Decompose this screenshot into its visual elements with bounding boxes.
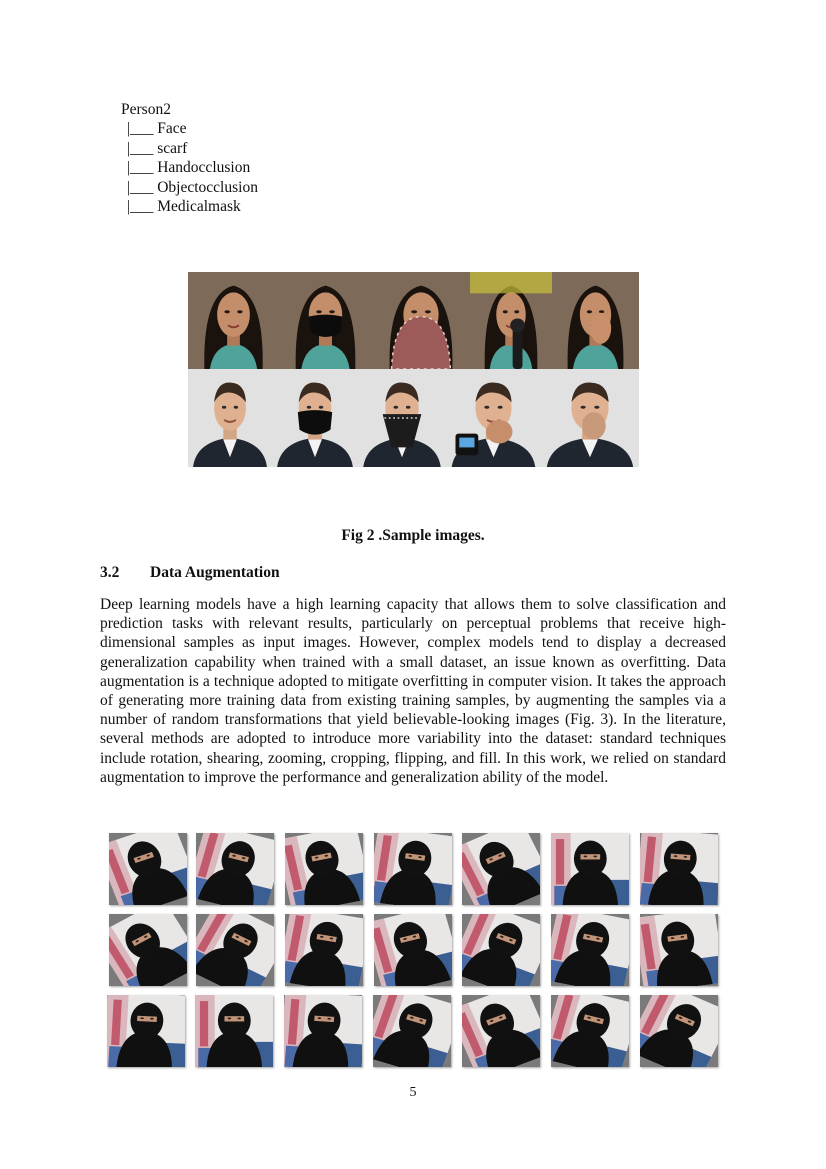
tree-item-label: scarf [157, 139, 188, 157]
augmented-veiled-person-photo [107, 995, 185, 1067]
tree-branch-prefix: |___ [127, 198, 158, 216]
augmented-veiled-person-photo [374, 833, 452, 905]
woman-hand-occlusion-photo [552, 272, 639, 369]
tree-item-scarf [121, 139, 258, 158]
tree-item-label: Medicalmask [157, 198, 241, 216]
sample-row-man [188, 369, 639, 467]
augmented-veiled-person-photo [640, 995, 718, 1067]
augmented-veiled-person-photo [285, 833, 363, 905]
tree-branch-prefix: |___ [127, 159, 158, 177]
augmented-veiled-person-photo [109, 833, 187, 905]
tree-root: Person2 [121, 101, 171, 118]
data-augmentation-paragraph: Deep learning models have a high learning capacity that allows them to solve classification and prediction tasks with relevant results, particularly on perceptual problems that receive high-dimensional samples as input images. However, complex models tend to display a decreased generalization capability when trained with a small dataset, an issue known as overfitting. Data augmentation is a technique adopted to mitigate overfitting in computer vision. It takes the approach of generating more training data from existing training samples, by augmenting the samples via a number of random transformations that yield believable-looking images (Fig. 3). In the literature, several methods are adopted to introduce more variability into the dataset: standard techniques include rotation, shearing, zooming, cropping, flipping, and fill. In this work, we relied on standard augmentation to improve the performance and generalization ability of the model. [100, 596, 726, 786]
augmented-veiled-person-photo [374, 914, 452, 986]
tree-item-face [121, 119, 258, 138]
tree-item-medicalmask [121, 197, 258, 216]
tree-branch-prefix: |___ [127, 120, 158, 138]
section-title: Data Augmentation [150, 564, 280, 581]
tree-item-label: Handocclusion [157, 159, 251, 177]
woman-object-occlusion-photo [470, 272, 552, 369]
tree-item-label: Objectocclusion [157, 178, 258, 196]
figure-2-caption: Fig 2 .Sample images. [341, 527, 485, 544]
augmented-veiled-person-photo [109, 914, 187, 986]
augmented-veiled-person-photo [640, 914, 718, 986]
augmented-veiled-person-photo [551, 995, 629, 1067]
sample-row-woman [188, 272, 639, 369]
augmented-veiled-person-photo [462, 833, 540, 905]
man-scarf-photo [358, 369, 446, 467]
man-medical-mask-photo [272, 369, 358, 467]
augmented-veiled-person-photo [462, 995, 540, 1067]
section-number: 3.2 [100, 564, 120, 581]
tree-item-label: Face [157, 120, 187, 138]
woman-medical-mask-photo [279, 272, 372, 369]
augmented-veiled-person-photo [551, 833, 629, 905]
augmented-veiled-person-photo [285, 914, 363, 986]
tree-branch-prefix: |___ [127, 178, 158, 196]
tree-item-objectocclusion [121, 178, 258, 197]
man-face-photo [188, 369, 272, 467]
augmented-veiled-person-photo [195, 995, 273, 1067]
sample-images-figure [188, 272, 639, 467]
augmented-veiled-person-photo [284, 995, 362, 1067]
augmented-veiled-person-photo [640, 833, 718, 905]
section-heading [100, 564, 280, 582]
augmented-veiled-person-photo [196, 914, 274, 986]
augmented-veiled-person-photo [462, 914, 540, 986]
tree-item-handocclusion [121, 158, 258, 177]
page-number: 5 [409, 1085, 417, 1100]
man-object-occlusion-photo [446, 369, 541, 467]
man-hand-occlusion-photo [541, 369, 639, 467]
augmented-veiled-person-photo [551, 914, 629, 986]
dataset-directory-tree [121, 100, 258, 216]
augmented-veiled-person-photo [196, 833, 274, 905]
augmentation-figure [106, 830, 722, 1070]
woman-scarf-photo [372, 272, 470, 369]
tree-branch-prefix: |___ [127, 139, 158, 157]
augmented-veiled-person-photo [373, 995, 451, 1067]
woman-face-photo [188, 272, 279, 369]
